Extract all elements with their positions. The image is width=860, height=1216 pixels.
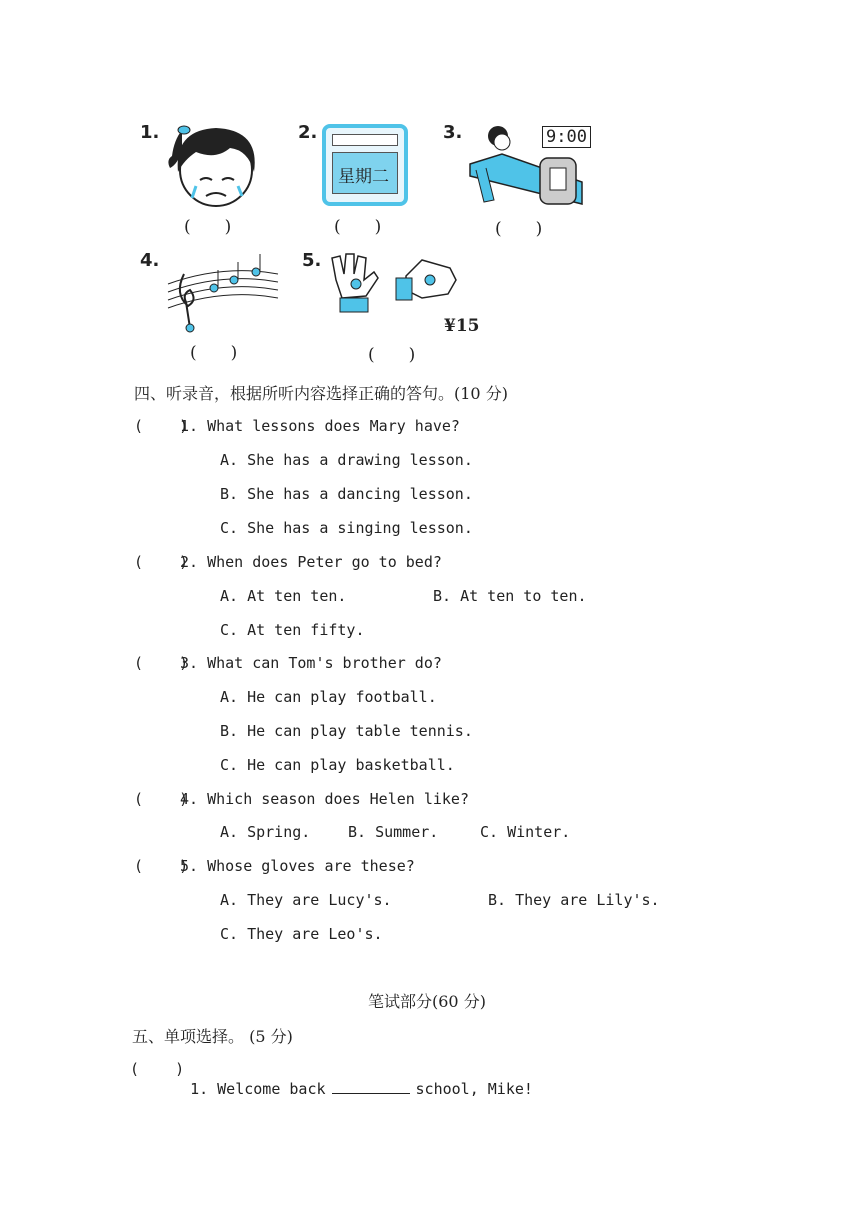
q5-answer-paren[interactable]: ( ) — [134, 857, 189, 875]
s5-q1-text-before: 1. Welcome back — [190, 1080, 326, 1098]
written-part-title: 笔试部分(60 分) — [368, 992, 486, 1011]
q4-option-a[interactable]: A. Spring. — [220, 823, 311, 841]
picture-3-answer-blank[interactable]: ( ) — [495, 219, 543, 239]
glove-price: ¥15 — [444, 316, 480, 336]
q2-option-c[interactable]: C. At ten fifty. — [220, 621, 365, 639]
picture-4-answer-blank[interactable]: ( ) — [190, 343, 238, 363]
s5-q1-answer-paren[interactable]: ( ) — [130, 1060, 185, 1078]
sleeping-boy-bed-icon — [462, 124, 592, 212]
picture-1-number: 1. — [140, 122, 160, 143]
s5-q1-question — [172, 1059, 533, 1099]
q4-answer-paren[interactable]: ( ) — [134, 790, 189, 808]
q3-option-c[interactable]: C. He can play basketball. — [220, 756, 455, 774]
s5-q1-text-after: school, Mike! — [415, 1080, 533, 1098]
music-notes-icon — [164, 244, 282, 336]
q3-answer-paren[interactable]: ( ) — [134, 654, 189, 672]
picture-2-number: 2. — [298, 122, 318, 143]
q4-question: 4. Which season does Helen like? — [180, 790, 469, 808]
q1-question: 1. What lessons does Mary have? — [180, 417, 460, 435]
picture-5-answer-blank[interactable]: ( ) — [368, 345, 416, 365]
q2-answer-paren[interactable]: ( ) — [134, 553, 189, 571]
q5-option-c[interactable]: C. They are Leo's. — [220, 925, 383, 943]
picture-5-number: 5. — [302, 250, 322, 271]
picture-2-answer-blank[interactable]: ( ) — [334, 217, 382, 237]
q1-option-a[interactable]: A. She has a drawing lesson. — [220, 451, 473, 469]
q2-question: 2. When does Peter go to bed? — [180, 553, 442, 571]
picture-3-number: 3. — [443, 122, 463, 143]
section5-heading: 五、单项选择。 (5 分) — [132, 1027, 293, 1046]
q3-option-a[interactable]: A. He can play football. — [220, 688, 437, 706]
q4-option-b[interactable]: B. Summer. — [348, 823, 439, 841]
q5-question: 5. Whose gloves are these? — [180, 857, 415, 875]
q1-option-b[interactable]: B. She has a dancing lesson. — [220, 485, 473, 503]
section4-heading: 四、听录音，根据所听内容选择正确的答句。(10 分) — [134, 384, 508, 403]
picture-4-number: 4. — [140, 250, 160, 271]
s5-q1-fill-blank[interactable] — [332, 1079, 410, 1094]
q2-option-a[interactable]: A. At ten ten. — [220, 587, 347, 605]
q5-option-a[interactable]: A. They are Lucy's. — [220, 891, 392, 909]
q3-option-b[interactable]: B. He can play table tennis. — [220, 722, 473, 740]
picture-1-answer-blank[interactable]: ( ) — [184, 217, 232, 237]
q4-option-c[interactable]: C. Winter. — [480, 823, 571, 841]
q1-answer-paren[interactable]: ( ) — [134, 417, 189, 435]
crying-girl-icon — [160, 120, 272, 212]
calendar-day-label: 星期二 — [338, 167, 389, 187]
q1-option-c[interactable]: C. She has a singing lesson. — [220, 519, 473, 537]
q5-option-b[interactable]: B. They are Lily's. — [488, 891, 660, 909]
calendar-icon — [322, 124, 408, 206]
q2-option-b[interactable]: B. At ten to ten. — [433, 587, 587, 605]
clock-display: 9:00 — [542, 126, 591, 148]
gloves-icon — [326, 250, 466, 320]
q3-question: 3. What can Tom's brother do? — [180, 654, 442, 672]
